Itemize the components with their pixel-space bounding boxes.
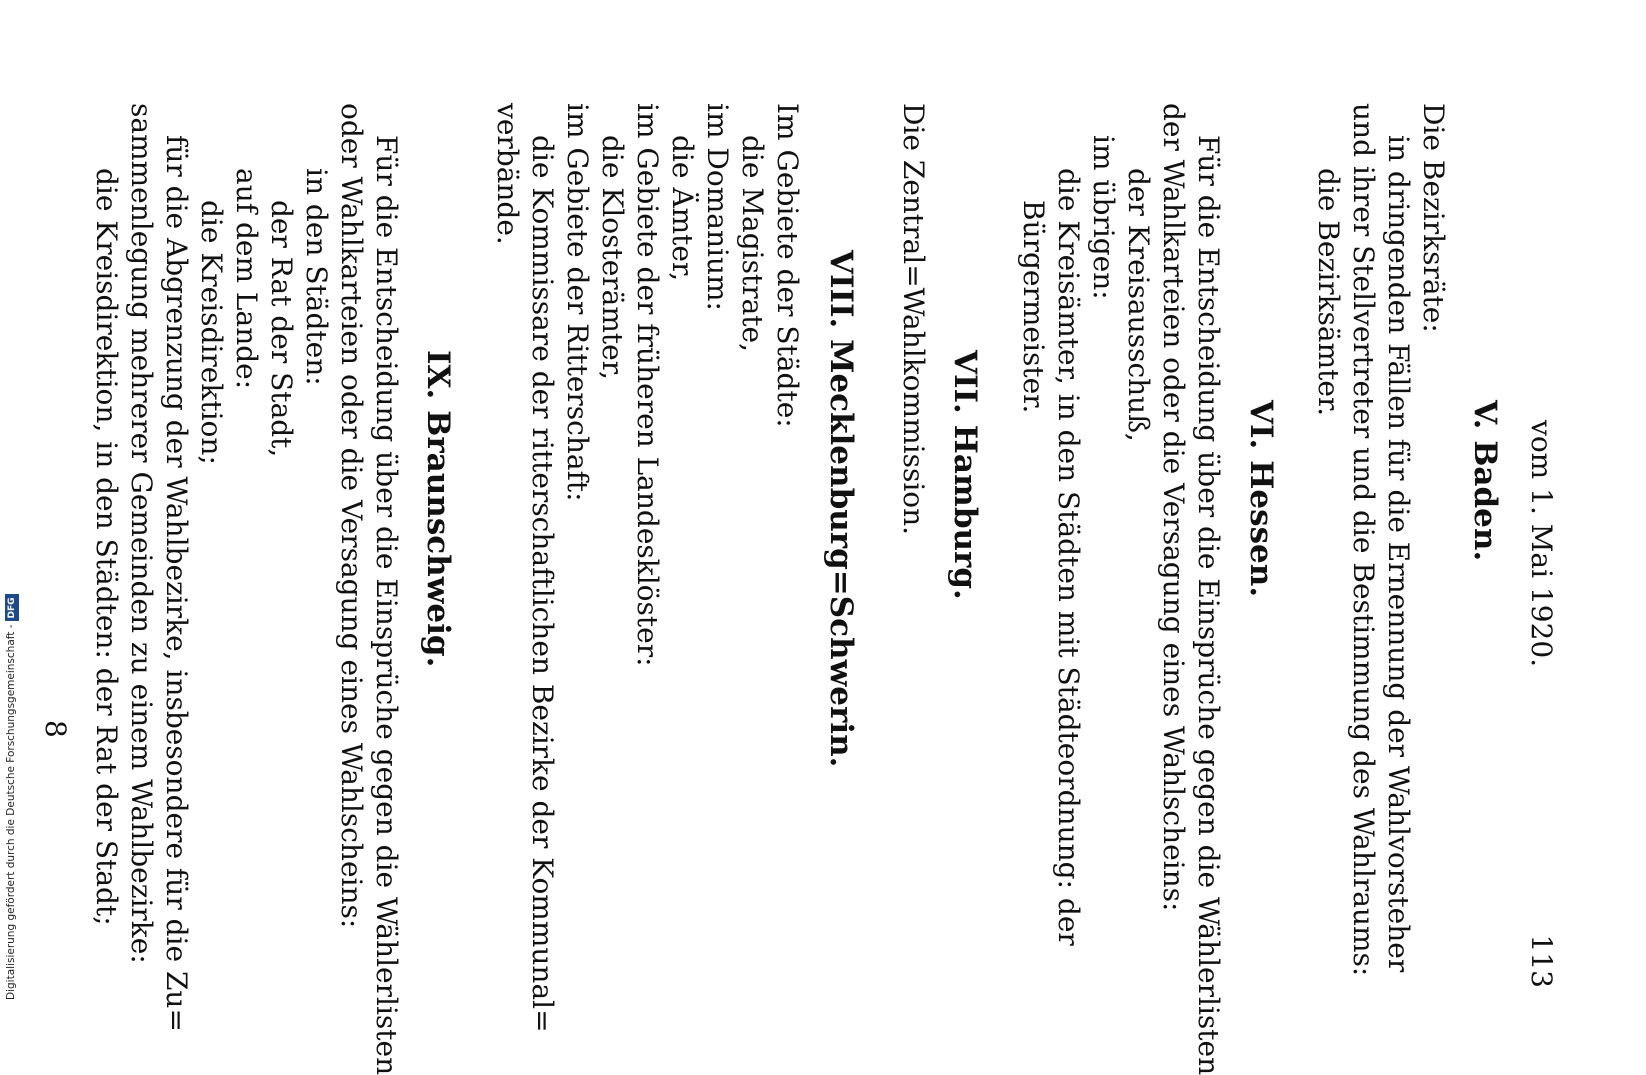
- hessen-line-6: Bürgermeister.: [1017, 200, 1050, 414]
- heading-mecklenburg: VIII. Mecklenburg=Schwerin.: [823, 250, 859, 768]
- digitization-note: [0, 597, 22, 1000]
- mecklenburg-line-1: Im Gebiete der Städte:: [771, 103, 804, 428]
- rotated-document-page: [20, 0, 1580, 1075]
- digitization-note-text: Digitalisierung gefördert durch die Deutsche Forschungsgemeinschaft -: [5, 624, 17, 1000]
- baden-line-1: Die Bezirksräte:: [1417, 103, 1450, 333]
- heading-hessen: VI. Hessen.: [1243, 400, 1279, 598]
- braunschweig-line-1: Für die Entscheidung über die Einsprüche gegen die Wählerlisten: [370, 135, 403, 1075]
- heading-hamburg: VII. Hamburg.: [947, 350, 983, 600]
- braunschweig-line-8: sammenlegung mehrerer Gemeinden zu einem Wahlbezirke:: [125, 103, 158, 964]
- baden-line-2: in dringenden Fällen für die Ernennung der Wahlvorsteher: [1382, 135, 1415, 973]
- mecklenburg-line-9: verbände.: [491, 103, 524, 245]
- braunschweig-line-9: die Kreisdirektion, in den Städten: der Rat der Stadt;: [90, 168, 123, 926]
- braunschweig-line-5: auf dem Lande:: [230, 168, 263, 390]
- hessen-line-2: der Wahlkarteien oder die Versagung eines Wahlscheins:: [1157, 103, 1190, 912]
- baden-line-3: und ihrer Stellvertreter und die Bestimmung des Wahlraums:: [1347, 103, 1380, 977]
- heading-baden: V. Baden.: [1467, 400, 1503, 562]
- braunschweig-line-2: oder Wahlkarteien oder die Versagung eines Wahlscheins:: [335, 103, 368, 929]
- mecklenburg-line-2: die Magistrate,: [736, 135, 769, 353]
- braunschweig-line-4: der Rat der Stadt,: [265, 200, 298, 458]
- mecklenburg-line-5: im Gebiete der früheren Landesklöster:: [631, 103, 664, 667]
- hessen-line-5: die Kreisämter, in den Städten mit Städteordnung: der: [1052, 168, 1085, 946]
- hessen-line-3: der Kreisausschuß,: [1122, 168, 1155, 442]
- mecklenburg-line-8: die Kommissare der ritterschaftlichen Bezirke der Kommunal=: [526, 135, 559, 1033]
- mecklenburg-line-7: im Gebiete der Ritterschaft:: [561, 103, 594, 502]
- hessen-line-1: Für die Entscheidung über die Einsprüche gegen die Wählerlisten: [1192, 135, 1225, 1075]
- braunschweig-line-6: die Kreisdirektion;: [195, 200, 228, 465]
- braunschweig-line-3: in den Städten:: [300, 168, 333, 386]
- page-number-bottom: 8: [39, 720, 72, 738]
- page-number-top: 113: [1525, 934, 1558, 988]
- mecklenburg-line-6: die Klosterämter,: [596, 135, 629, 380]
- hamburg-line-1: Die Zentral=Wahlkommission.: [897, 103, 930, 536]
- braunschweig-line-7: für die Abgrenzung der Wahlbezirke, insbesondere für die Zu=: [160, 135, 193, 1032]
- dfg-logo-badge: DFG: [5, 594, 19, 621]
- baden-line-4: die Bezirksämter.: [1312, 168, 1345, 417]
- heading-braunschweig: IX. Braunschweig.: [420, 350, 456, 668]
- hessen-line-4: im übrigen:: [1087, 135, 1120, 300]
- mecklenburg-line-3: im Domanium:: [701, 103, 734, 311]
- running-header: vom 1. Mai 1920.: [1525, 420, 1558, 668]
- mecklenburg-line-4: die Ämter,: [666, 135, 699, 282]
